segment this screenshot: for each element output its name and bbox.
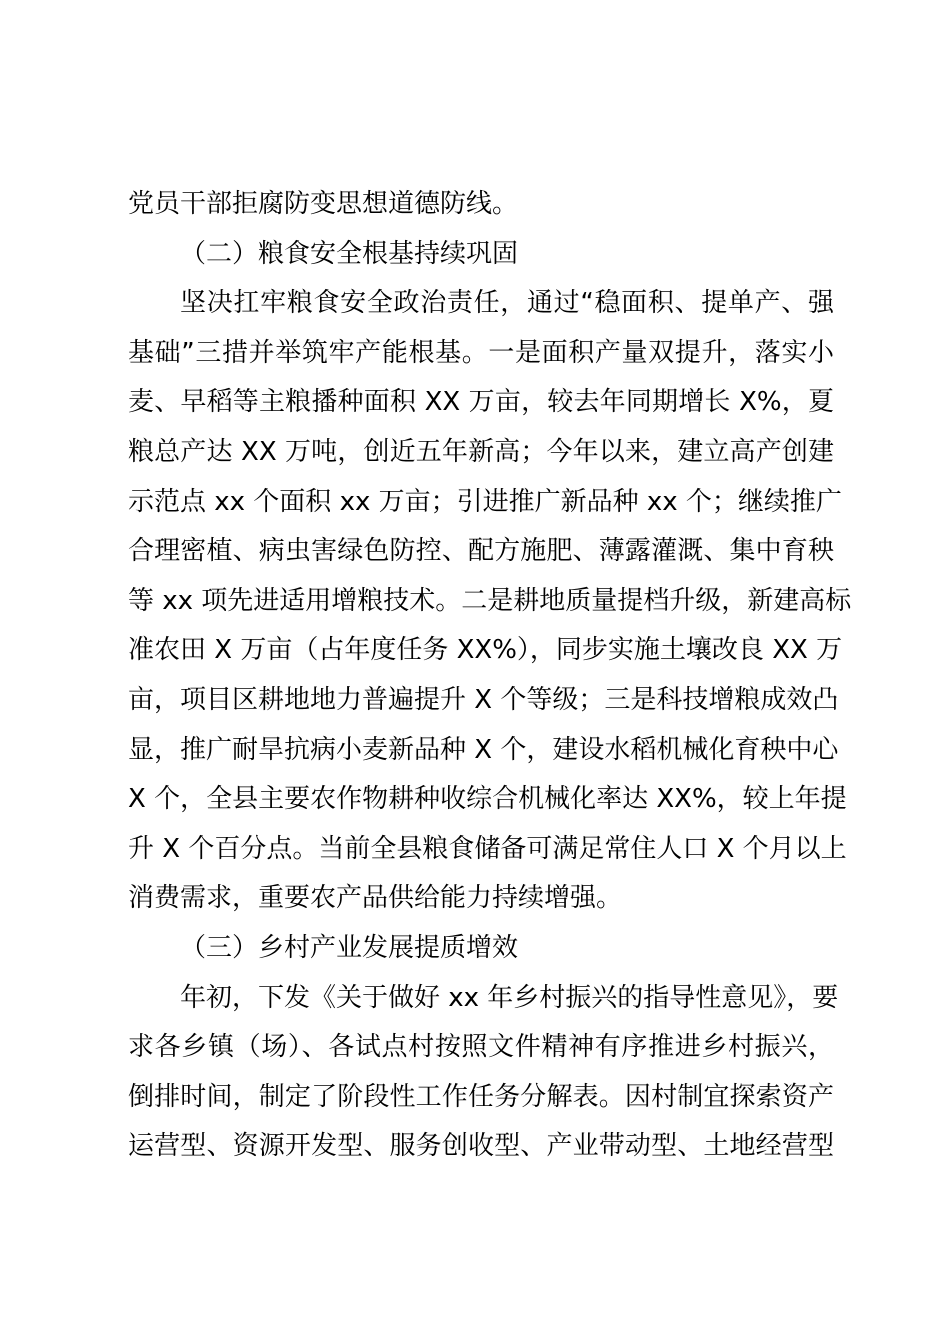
section-heading: （三）乡村产业发展提质增效: [180, 932, 519, 963]
text-line: X 个，全县主要农作物耕种收综合机械化率达 XX%，较上年提: [128, 784, 847, 815]
text-line: 显，推广耐旱抗病小麦新品种 X 个，建设水稻机械化育秧中心: [128, 734, 839, 765]
text-line: 粮总产达 XX 万吨，创近五年新高；今年以来，建立高产创建: [128, 436, 834, 467]
text-line: 基础”三措并举筑牢产能根基。一是面积产量双提升，落实小: [128, 337, 834, 368]
text-line: 求各乡镇（场）、各试点村按照文件精神有序推进乡村振兴，: [128, 1032, 834, 1063]
paragraph-first-line: 年初，下发《关于做好 xx 年乡村振兴的指导性意见》，要: [180, 982, 839, 1013]
text-line: 亩，项目区耕地地力普遍提升 X 个等级；三是科技增粮成效凸: [128, 684, 839, 715]
text-line: 党员干部拒腐防变思想道德防线。: [128, 189, 519, 219]
text-line: 消费需求，重要农产品供给能力持续增强。: [128, 883, 623, 914]
document-body: [128, 180, 852, 1172]
text-line: 麦、早稻等主粮播种面积 XX 万亩，较去年同期增长 X%，夏: [128, 387, 834, 418]
text-line: 倒排时间，制定了阶段性工作任务分解表。因村制宜探索资产: [128, 1081, 834, 1112]
text-line: 合理密植、病虫害绿色防控、配方施肥、薄露灌溉、集中育秧: [128, 536, 834, 567]
section-heading: （二）粮食安全根基持续巩固: [180, 238, 519, 269]
text-line: 升 X 个百分点。当前全县粮食储备可满足常住人口 X 个月以上: [128, 833, 847, 864]
text-line: 示范点 xx 个面积 xx 万亩；引进推广新品种 xx 个；继续推广: [128, 486, 842, 517]
text-line: 准农田 X 万亩（占年度任务 XX%），同步实施土壤改良 XX 万: [128, 635, 843, 666]
paragraph-first-line: 坚决扛牢粮食安全政治责任，通过“稳面积、提单产、强: [180, 288, 834, 319]
text-line: 运营型、资源开发型、服务创收型、产业带动型、土地经营型: [128, 1131, 834, 1162]
text-line: 等 xx 项先进适用增粮技术。二是耕地质量提档升级，新建高标: [128, 585, 852, 616]
